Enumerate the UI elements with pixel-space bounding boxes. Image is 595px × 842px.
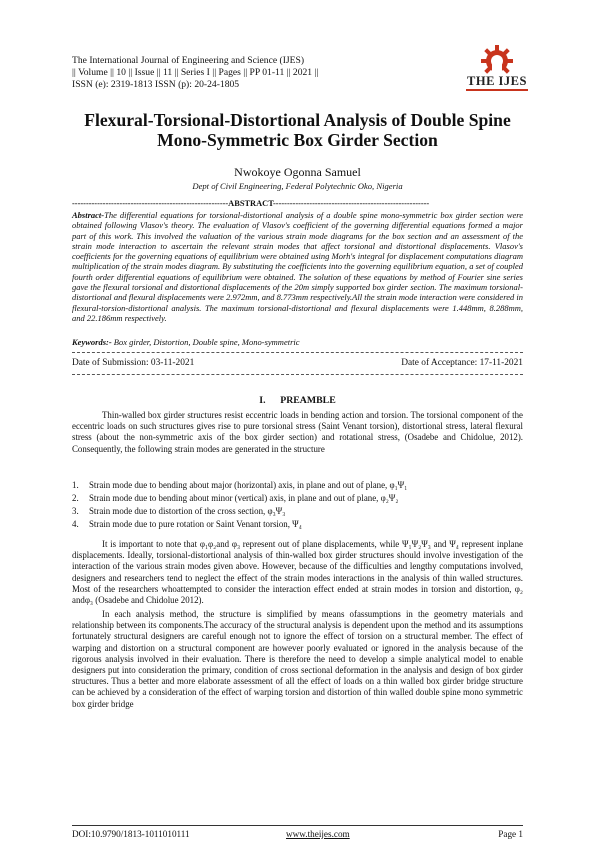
list-item	[72, 492, 523, 505]
list-item	[72, 505, 523, 518]
logo-underline	[466, 89, 528, 91]
page-number: Page 1	[498, 829, 523, 839]
journal-volume-info: || Volume || 10 || Issue || 11 || Series I || Pages || PP 01-11 || 2021 ||	[72, 67, 319, 79]
paragraph-1	[72, 410, 523, 455]
list-item-number: 1.	[72, 480, 79, 490]
strain-mode-list	[72, 479, 523, 531]
footer-website-link[interactable]: www.theijes.com	[286, 829, 350, 839]
list-item-number: 3.	[72, 505, 79, 516]
logo-text: THE IJES	[467, 74, 527, 88]
abstract-text: The differential equations for torsional-distortional analysis of a double spine mono-symmetric box girder section were obtained following Vlasov's theory. The evaluation of Vlasov's coefficient of the governing differential equations formed a major part of this work. This involved the valuation of the various strain mode diagrams for the box section and an assessment of the strain mode interaction to ascertain the relevant strain modes that affect torsional and distortional displacements. Vlasov's coefficients for the governing equations of equilibrium were obtained using Morh's integral for displacement computations diagram multiplication of the strain modes diagram. By substituting the coefficients into the governing equilibrium equation, a set of coupled fourth order differential equations of equilibrium were obtained. The solution of these equations by method of Fourier sine series gave the flexural torsional and distortional displacements of the 20m simply supported box girder section. The maximum torsional-distortional and flexural displacements were 2.972mm, and 8.773mm respectively.All the strain mode interaction were considered in flexural-torsion-distortional analysis. The maximum torsional-distortional and flexural displacements were 1.448mm, 8.288mm, and 22.186mm respectively.	[72, 210, 523, 323]
journal-issn: ISSN (e): 2319-1813 ISSN (p): 20-24-1805	[72, 79, 240, 91]
paragraph-2-text: It is important to note that φ₁φ₂and φ₃ represent out of plane displacements, while Ψ₁Ψ₂Ψ₃ and Ψ₄ represent inplane displacements. Ideally, torsional-distortional analysis of thin-walled box girder structures should involve investigation of the interaction of the various strain modes given above. However, because of the difficulties and lengthy computations involved, designers and researchers tend to neglect the effect of the strain modes interactions in the analysis of thin walled structures. Most of the researchers whoattempted to consider the interaction effect ended at strain modes in torsion and distortion, φ₂ andφ₃ (Osadebe and Chidolue 2012).	[72, 539, 523, 606]
list-item-text: Strain mode due to pure rotation or Saint Venant torsion, Ψ₄	[89, 518, 302, 529]
submission-date: Date of Submission: 03-11-2021	[72, 358, 195, 368]
journal-header	[72, 55, 452, 92]
author-name: Nwokoye Ogonna Samuel	[234, 165, 361, 179]
dates-bottom-rule	[72, 374, 523, 375]
journal-logo	[458, 44, 536, 94]
section-heading: I. PREAMBLE	[259, 395, 336, 406]
keywords	[72, 337, 523, 347]
journal-name: The International Journal of Engineering and Science (IJES)	[72, 55, 305, 66]
paper-title: Flexural-Torsional-Distortional Analysis of Double Spine Mono-Symmetric Box Girder Section	[84, 110, 511, 150]
keywords-label: Keywords:-	[72, 337, 112, 347]
paragraph-3	[72, 609, 523, 710]
list-item-number: 2.	[72, 492, 79, 503]
paragraph-2	[72, 539, 523, 606]
footer-rule	[72, 825, 523, 826]
list-item-text: Strain mode due to bending about minor (vertical) axis, in plane and out of plane, φ₂Ψ₂	[89, 492, 399, 503]
dates-row	[72, 358, 523, 368]
acceptance-date: Date of Acceptance: 17-11-2021	[401, 358, 523, 368]
abstract-label: Abstract-	[72, 210, 105, 220]
abstract	[72, 210, 523, 323]
list-item	[72, 479, 523, 492]
page-footer	[72, 829, 523, 839]
list-item-text: Strain mode due to bending about major (horizontal) axis, in plane and out of plane, φ₁Ψ₁	[89, 480, 408, 490]
paragraph-1-text: Thin-walled box girder structures resist eccentric loads in bending action and torsion. The torsional component of the eccentric loads on such structures gives rise to pure torsional stress (Saint Venant torsion), distortional stress, lateral flexural stress (about the non-symmetric axis of the box girder section) and rotational stress, (Osadebe and Chidolue, 2012). Consequently, the following strain modes are generated in the structure	[72, 410, 523, 454]
footer-doi: DOI:10.9790/1813-1011010111	[72, 829, 190, 839]
dates-top-rule	[72, 352, 523, 353]
paragraph-3-text: In each analysis method, the structure is simplified by means ofassumptions in the geometry materials and relationship between its components.The accuracy of the structural analysis is dependent upon the method and its assumptions fortunately structural designers are careful enough not to ignore the effect of torsion on a structural member. The effect of warping and distortion on a structural component are however poorly evaluated or ignored in the analysis because of the rigorous analysis involved in their evaluation. There is therefore the need to develop a simple analytical model to enable designers put into consideration the primary, condition of cross sectional deformation in the analysis and design of box girder structures. Thus a better and more elaborate assessment of all the effect of loads on a thin walled box girder bridge structure can be achieved by a consideration of the effect of warping torsion and distortion of thin walled double spine mono symmetric box girder bridge	[72, 609, 523, 709]
abstract-divider: --------------------------------------------------------ABSTRACT--------------------------------------------------------	[72, 199, 430, 208]
list-item-text: Strain mode due to distortion of the cross section, φ₃Ψ₃	[89, 505, 286, 516]
keywords-text: Box girder, Distortion, Double spine, Mono-symmetric	[111, 337, 300, 347]
author-affiliation: Dept of Civil Engineering, Federal Polytechnic Oko, Nigeria	[192, 181, 403, 191]
gear-icon	[480, 44, 514, 78]
list-item-number: 4.	[72, 518, 79, 529]
list-item	[72, 518, 523, 531]
